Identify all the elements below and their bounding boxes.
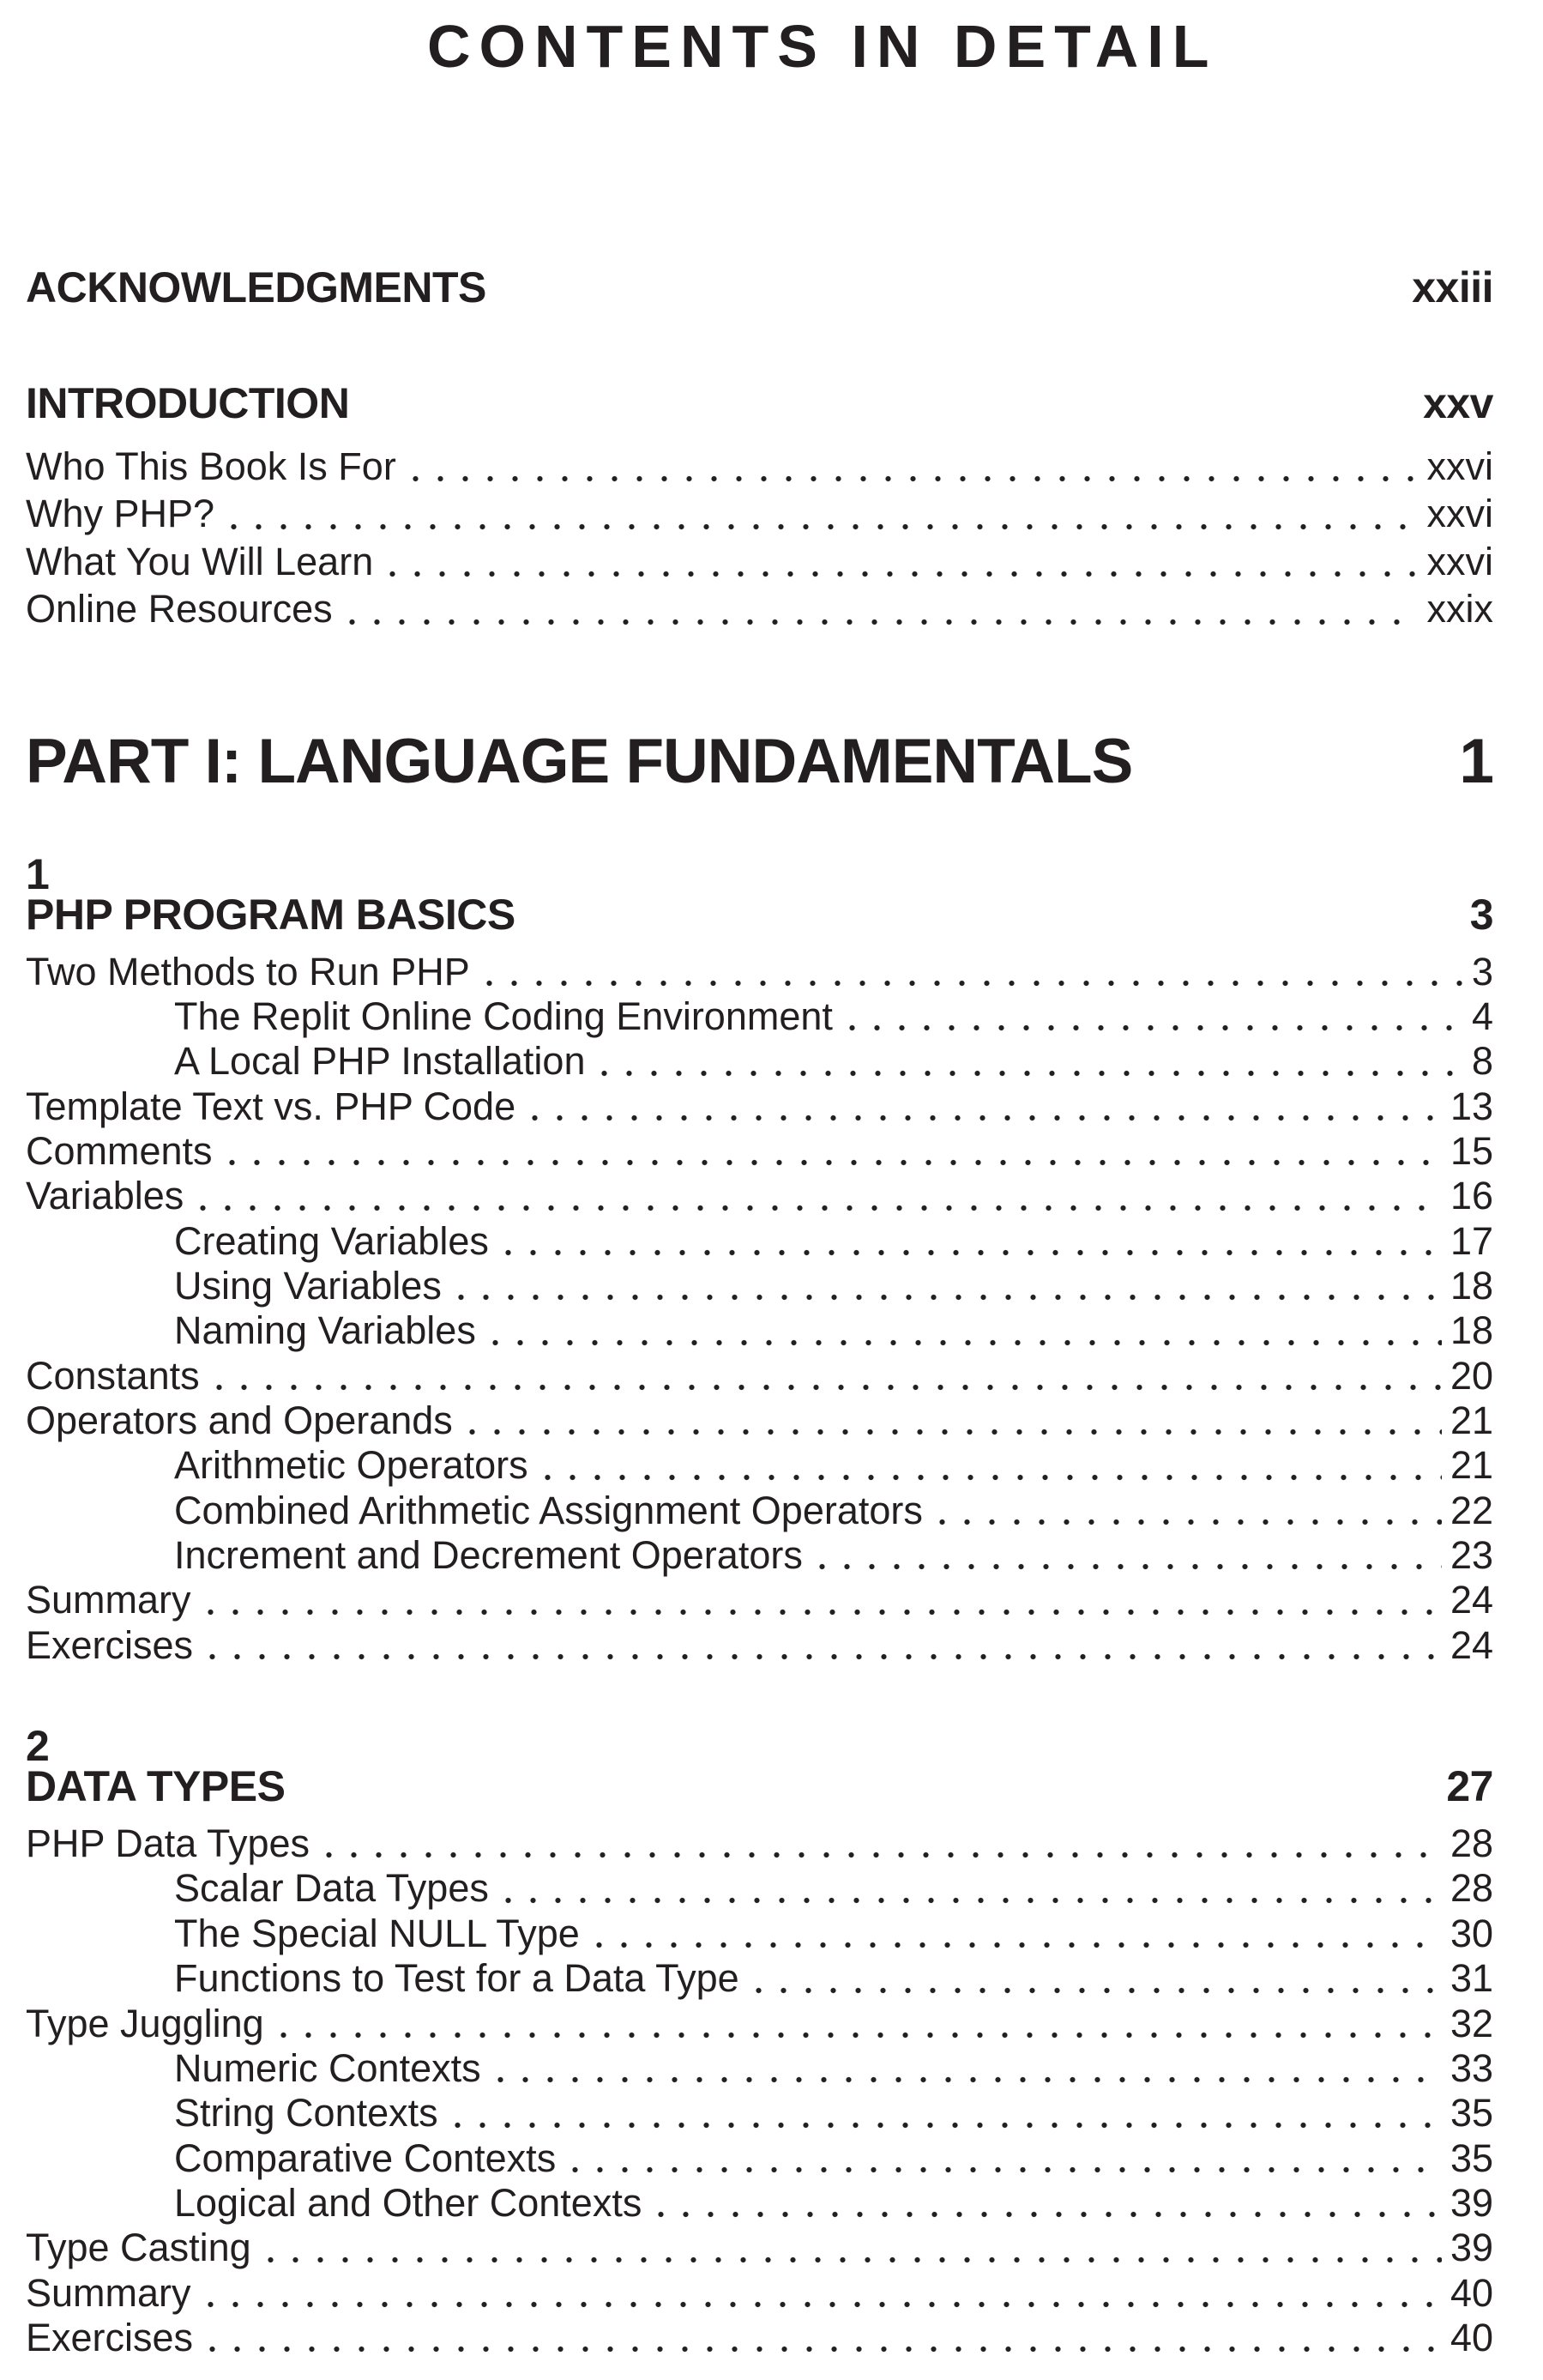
dot-leader — [403, 475, 1419, 482]
toc-entry-label: Why PHP? — [26, 492, 215, 536]
toc-row — [26, 443, 1493, 490]
toc-entry-label: Logical and Other Contexts — [174, 2180, 642, 2225]
dot-leader — [483, 1339, 1442, 1346]
page-number: 18 — [1450, 1264, 1493, 1308]
dot-leader — [477, 980, 1463, 987]
dot-leader — [587, 1942, 1442, 1948]
toc-entry-label: Online Resources — [26, 587, 333, 631]
page-number: 40 — [1450, 2315, 1493, 2359]
dot-leader — [648, 2211, 1442, 2218]
toc-row — [26, 1174, 1493, 1218]
toc-row — [26, 950, 1493, 994]
dot-leader — [563, 2166, 1442, 2173]
dot-leader — [200, 2346, 1442, 2353]
toc-entry-list — [26, 1821, 1493, 2360]
chapter-heading-row — [26, 1762, 1493, 1810]
chapter-number: 1 — [26, 849, 50, 898]
toc-entry-label: Exercises — [26, 2315, 194, 2359]
page-number: 20 — [1450, 1353, 1493, 1398]
toc-row — [26, 1084, 1493, 1129]
page-number: 32 — [1450, 2001, 1493, 2045]
toc-entry-label: Numeric Contexts — [174, 2045, 481, 2090]
toc-entry-label: Comparative Contexts — [174, 2135, 557, 2180]
toc-body — [26, 263, 1493, 2360]
toc-row — [26, 1039, 1493, 1084]
toc-row — [26, 1219, 1493, 1264]
page-number: 18 — [1450, 1308, 1493, 1353]
page-number: 8 — [1471, 1039, 1493, 1084]
toc-entry-label: The Replit Online Coding Environment — [174, 994, 833, 1038]
toc-row — [26, 1623, 1493, 1668]
toc-entry-label: Naming Variables — [174, 1308, 476, 1353]
page-number: 3 — [1469, 890, 1493, 939]
page-number: 28 — [1450, 1821, 1493, 1866]
dot-leader — [340, 619, 1419, 625]
toc-entry-label: Using Variables — [174, 1264, 442, 1308]
dot-leader — [449, 1294, 1442, 1301]
page-number: xxvi — [1426, 444, 1493, 488]
page-number: 35 — [1450, 2135, 1493, 2180]
toc-entry-label: Constants — [26, 1353, 200, 1398]
page-number: 24 — [1450, 1578, 1493, 1622]
toc-row — [26, 538, 1493, 585]
dot-leader — [445, 2122, 1442, 2129]
front-matter-heading-row — [26, 379, 1493, 427]
toc-entry-label: PHP Data Types — [26, 1821, 310, 1866]
page-number: xxiii — [1412, 263, 1493, 311]
page-number: 24 — [1450, 1622, 1493, 1667]
page-number: 40 — [1450, 2270, 1493, 2315]
chapter-title: PHP PROGRAM BASICS — [26, 890, 515, 939]
dot-leader — [198, 1609, 1442, 1616]
page-number: 1 — [1459, 726, 1493, 796]
toc-entry-label: String Contexts — [174, 2091, 438, 2135]
dot-leader — [200, 1653, 1442, 1660]
toc-row — [26, 1489, 1493, 1533]
dot-leader — [592, 1070, 1463, 1077]
dot-leader — [221, 523, 1418, 530]
toc-entry-list — [26, 950, 1493, 1669]
page-number: 22 — [1450, 1488, 1493, 1532]
toc-entry-list — [26, 443, 1493, 633]
toc-entry-label: ACKNOWLEDGMENTS — [26, 263, 486, 311]
toc-row — [26, 1129, 1493, 1174]
toc-entry-label: Comments — [26, 1129, 213, 1173]
page-title: CONTENTS IN DETAIL — [427, 13, 1218, 80]
page-number: 23 — [1450, 1533, 1493, 1578]
chapter-title: DATA TYPES — [26, 1762, 286, 1811]
toc-row — [26, 2136, 1493, 2181]
toc-entry-label: Operators and Operands — [26, 1398, 453, 1443]
page-number: 4 — [1471, 994, 1493, 1038]
page-number: 28 — [1450, 1866, 1493, 1911]
toc-row — [26, 2091, 1493, 2135]
page-number: 33 — [1450, 2045, 1493, 2090]
dot-leader — [930, 1519, 1442, 1525]
toc-entry-label: Template Text vs. PHP Code — [26, 1084, 516, 1128]
page-number: 21 — [1450, 1443, 1493, 1488]
dot-leader — [810, 1563, 1442, 1570]
toc-entry-label: Who This Book Is For — [26, 444, 396, 488]
toc-row — [26, 1398, 1493, 1443]
page-number: 3 — [1471, 949, 1493, 994]
toc-entry-label: Type Juggling — [26, 2001, 264, 2045]
page-number: 17 — [1450, 1218, 1493, 1263]
page-number: 30 — [1450, 1911, 1493, 1955]
page-number: 27 — [1446, 1762, 1493, 1811]
toc-row — [26, 585, 1493, 632]
page-number: 39 — [1450, 2180, 1493, 2225]
toc-entry-label: Exercises — [26, 1622, 194, 1667]
toc-row — [26, 2316, 1493, 2360]
toc-entry-label: Summary — [26, 1578, 191, 1622]
front-matter-heading-row — [26, 263, 1493, 311]
toc-entry-label: Functions to Test for a Data Type — [174, 1956, 739, 2001]
toc-row — [26, 2271, 1493, 2316]
toc-row — [26, 1354, 1493, 1398]
dot-leader — [190, 1205, 1442, 1211]
page-number: xxv — [1423, 379, 1493, 427]
toc-entry-label: Increment and Decrement Operators — [174, 1533, 803, 1578]
toc-row — [26, 2002, 1493, 2046]
toc-entry-label: Summary — [26, 2270, 191, 2315]
dot-leader — [522, 1114, 1442, 1121]
toc-entry-label: INTRODUCTION — [26, 379, 350, 427]
dot-leader — [535, 1474, 1442, 1481]
page-number: 13 — [1450, 1084, 1493, 1128]
dot-leader — [220, 1159, 1442, 1166]
toc-row — [26, 1912, 1493, 1956]
toc-entry-label: PART I: LANGUAGE FUNDAMENTALS — [26, 726, 1133, 796]
dot-leader — [496, 1249, 1442, 1256]
toc-row — [26, 1533, 1493, 1578]
toc-entry-label: The Special NULL Type — [174, 1911, 580, 1955]
dot-leader — [316, 1851, 1442, 1858]
page-number: 31 — [1450, 1956, 1493, 2001]
page-number: xxvi — [1426, 492, 1493, 536]
dot-leader — [496, 1897, 1442, 1904]
toc-entry-label: Variables — [26, 1174, 184, 1218]
toc-row — [26, 1956, 1493, 2001]
dot-leader — [460, 1429, 1442, 1435]
dot-leader — [488, 2076, 1442, 2083]
toc-entry-label: Type Casting — [26, 2226, 251, 2270]
toc-row — [26, 2046, 1493, 2091]
toc-row — [26, 1308, 1493, 1353]
dot-leader — [207, 1384, 1442, 1391]
dot-leader — [380, 571, 1418, 577]
page-number: 15 — [1450, 1129, 1493, 1173]
toc-entry-label: Scalar Data Types — [174, 1866, 489, 1911]
page-number: 35 — [1450, 2091, 1493, 2135]
chapter-number: 2 — [26, 1722, 50, 1771]
toc-row — [26, 1264, 1493, 1308]
page-number: xxvi — [1426, 539, 1493, 583]
part-heading-row — [26, 728, 1493, 796]
toc-row — [26, 994, 1493, 1039]
toc-row — [26, 490, 1493, 537]
page-number: 39 — [1450, 2226, 1493, 2270]
dot-leader — [258, 2256, 1442, 2263]
toc-entry-label: Two Methods to Run PHP — [26, 949, 470, 994]
toc-row — [26, 1578, 1493, 1622]
toc-entry-label: A Local PHP Installation — [174, 1039, 586, 1084]
toc-row — [26, 1821, 1493, 1866]
page-number: 21 — [1450, 1398, 1493, 1443]
page-number: 16 — [1450, 1174, 1493, 1218]
dot-leader — [840, 1024, 1463, 1031]
toc-entry-label: Combined Arithmetic Assignment Operators — [174, 1488, 923, 1532]
toc-row — [26, 2181, 1493, 2226]
dot-leader — [198, 2301, 1442, 2308]
toc-row — [26, 2226, 1493, 2270]
toc-row — [26, 1866, 1493, 1911]
dot-leader — [746, 1987, 1442, 1994]
toc-row — [26, 1443, 1493, 1488]
dot-leader — [271, 2032, 1442, 2039]
toc-entry-label: What You Will Learn — [26, 539, 374, 583]
toc-entry-label: Creating Variables — [174, 1218, 489, 1263]
chapter-heading-row — [26, 891, 1493, 939]
page-number: xxix — [1426, 587, 1493, 631]
toc-entry-label: Arithmetic Operators — [174, 1443, 528, 1488]
